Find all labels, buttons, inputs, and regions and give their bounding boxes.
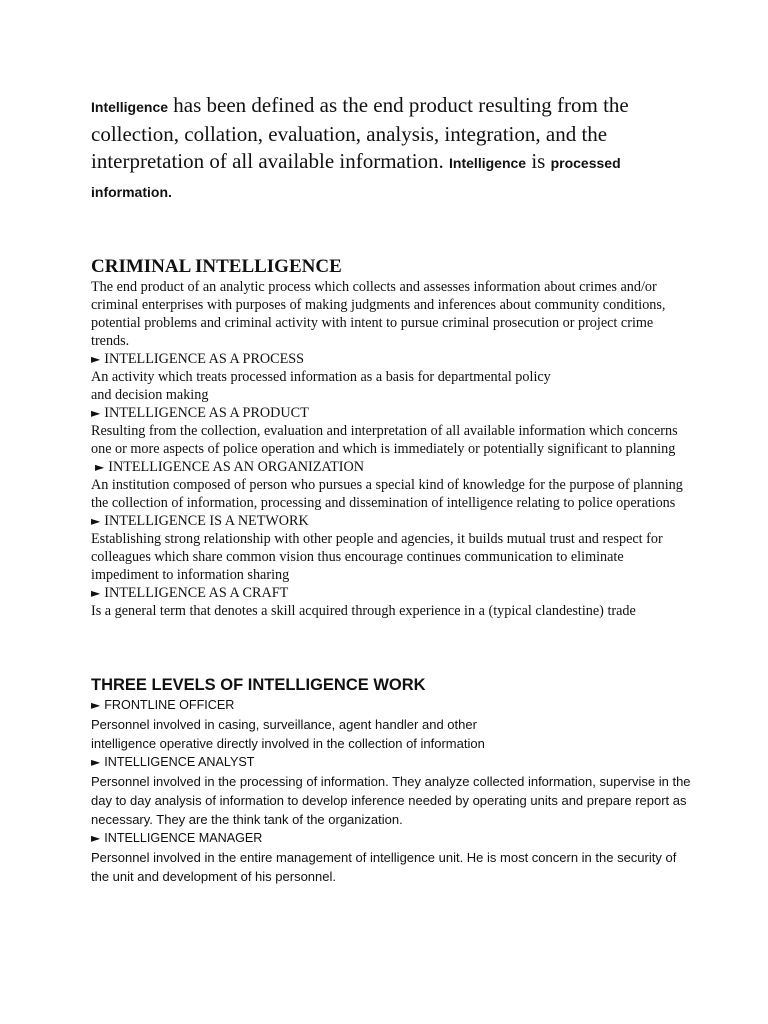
item-body: Personnel involved in casing, surveillance, agent handler and other — [91, 717, 477, 732]
list-item — [91, 829, 691, 886]
intelligence-levels-section — [91, 674, 691, 886]
item-heading — [91, 404, 691, 422]
item-heading-text: INTELLIGENCE AS A PROCESS — [104, 351, 305, 367]
intro-lead-word: Intelligence — [91, 99, 169, 115]
list-item — [91, 404, 691, 458]
criminal-intelligence-section — [91, 256, 691, 620]
item-heading-text: INTELLIGENCE MANAGER — [104, 831, 263, 845]
item-body: Personnel involved in the processing of information. They analyze collected information, supervise in the day to day analysis of information to develop inference needed by operating units and prepare report as necessary. They are the think tank of the organization. — [91, 774, 691, 827]
item-heading — [91, 512, 691, 530]
item-heading — [91, 753, 691, 772]
item-body: An institution composed of person who pursues a special kind of knowledge for the purpose of planning the collection of information, processing and dissemination of intelligence relating to police operations — [91, 477, 683, 511]
arrow-right-icon: ► — [91, 406, 101, 420]
intro-tail-word-1: Intelligence — [449, 155, 527, 171]
item-heading — [91, 696, 691, 715]
intro-text: has been defined as the end product resulting from the collection, collation, evaluation, analysis, integration, and the interpretation of all available information. — [91, 93, 629, 173]
item-body: Establishing strong relationship with other people and agencies, it builds mutual trust and respect for colleagues which share common vision thus encourage continues communication to eliminate impediment to information sharing — [91, 531, 663, 583]
item-heading — [91, 350, 691, 368]
list-item — [91, 753, 691, 829]
item-body: Personnel involved in the entire management of intelligence unit. He is most concern in the security of the unit and development of his personnel. — [91, 850, 677, 884]
item-heading-text: INTELLIGENCE AS A CRAFT — [104, 585, 289, 601]
item-heading-text: FRONTLINE OFFICER — [104, 698, 235, 712]
list-item — [91, 350, 691, 404]
list-item — [91, 584, 691, 620]
arrow-right-icon: ► — [95, 460, 105, 474]
intro-tail-is: is — [526, 149, 551, 173]
item-body-line2: intelligence operative directly involved in the collection of information — [91, 736, 485, 751]
arrow-right-icon: ► — [91, 698, 101, 712]
item-heading — [91, 584, 691, 602]
intro-tail-word-2: processed — [550, 155, 621, 171]
item-body: Is a general term that denotes a skill acquired through experience in a (typical clandestine) trade — [91, 603, 636, 619]
list-item — [91, 458, 691, 512]
item-body: An activity which treats processed information as a basis for departmental policy — [91, 369, 551, 385]
item-heading-text: INTELLIGENCE ANALYST — [104, 755, 255, 769]
arrow-right-icon: ► — [91, 831, 101, 845]
intro-tail-word-3: information. — [91, 184, 172, 200]
intelligence-levels-title: THREE LEVELS OF INTELLIGENCE WORK — [91, 676, 426, 694]
list-item — [91, 696, 691, 753]
item-body-line2: and decision making — [91, 387, 209, 403]
item-heading — [91, 829, 691, 848]
arrow-right-icon: ► — [91, 755, 101, 769]
criminal-intelligence-description: The end product of an analytic process which collects and assesses information about crimes and/or criminal enterprises with purposes of making judgments and inferences about community conditions, potential problems and criminal activity with intent to pursue criminal prosecution or project crime trends. — [91, 279, 666, 349]
intro-paragraph — [91, 92, 691, 206]
item-body: Resulting from the collection, evaluation and interpretation of all available information which concerns one or more aspects of police operation and which is immediately or potentially significant to planning — [91, 423, 678, 457]
criminal-intelligence-title: CRIMINAL INTELLIGENCE — [91, 256, 342, 277]
arrow-right-icon: ► — [91, 586, 101, 600]
arrow-right-icon: ► — [91, 352, 101, 366]
item-heading-text: INTELLIGENCE IS A NETWORK — [104, 513, 309, 529]
item-heading-text: INTELLIGENCE AS A PRODUCT — [104, 405, 309, 421]
item-heading-text: INTELLIGENCE AS AN ORGANIZATION — [108, 459, 364, 475]
item-heading — [91, 458, 691, 476]
arrow-right-icon: ► — [91, 514, 101, 528]
list-item — [91, 512, 691, 584]
